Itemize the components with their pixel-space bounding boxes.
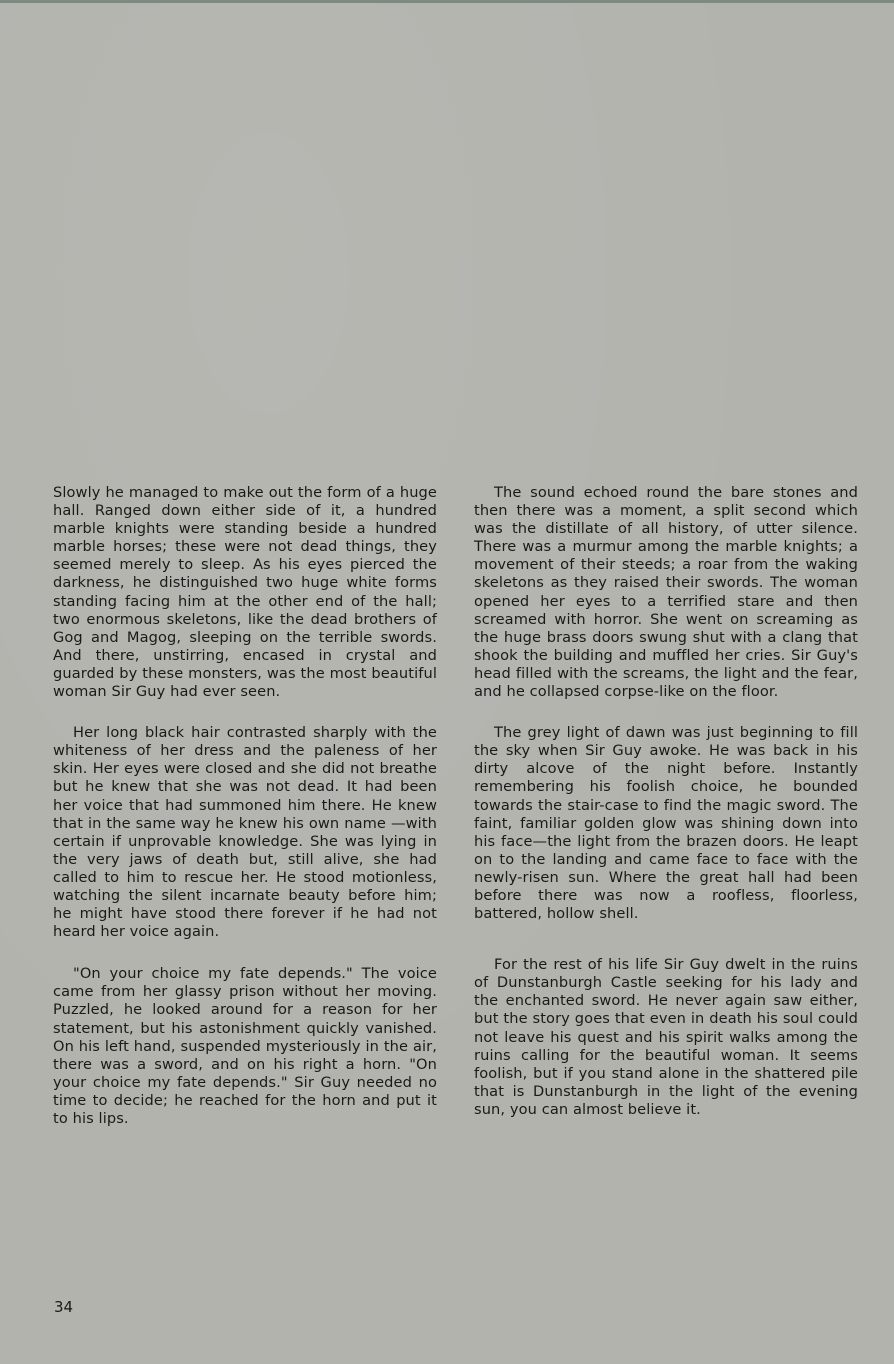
paragraph-rest-of-life: For the rest of his life Sir Guy dwelt in the ruins of Dunstanburgh Castle seeking for his lady and the enchanted sword. He never again saw either, but the story goes that even in death his soul could not leave his quest and his spirit walks among the ruins calling for the beautiful woman. It seems foolish, but if you stand alone in the shattered pile that is Dunstanburgh in the light of the evening sun, you can almost believe it.: [474, 956, 858, 1118]
paragraph-great-hall: Slowly he managed to make out the form of a huge hall. Ranged down either side of it, a hundred marble knights were standing beside a hundred marble horses; these were not dead things, they seemed merely to sleep. As his eyes pierced the darkness, he distinguished two huge white forms standing facing him at the other end of the hall; two enormous skeletons, like the dead brothers of Gog and Magog, sleeping on the terrible swords. And there, unstirring, encased in crystal and guarded by these monsters, was the most beautiful woman Sir Guy had ever seen.: [53, 484, 437, 701]
page-number: 34: [54, 1298, 74, 1316]
left-text-column: [53, 484, 437, 1128]
paragraph-horn-sounds: The sound echoed round the bare stones and then there was a moment, a split second which was the distillate of all history, of utter silence. There was a murmur among the marble knights; a movement of their steeds; a roar from the waking skeletons as they raised their swords. The woman opened her eyes to a terrified stare and then screamed with horror. She went on screaming as the huge brass doors swung shut with a clang that shook the building and muffled her cries. Sir Guy's head filled with the screams, the light and the fear, and he collapsed corpse-like on the floor.: [474, 484, 858, 701]
paragraph-sword-or-horn: "On your choice my fate depends." The voice came from her glassy prison without her moving. Puzzled, he looked around for a reason for her statement, but his astonishment quickly vanished. On his left hand, suspended mysteriously in the air, there was a sword, and on his right a horn. "On your choice my fate depends." Sir Guy needed no time to decide; he reached for the horn and put it to his lips.: [53, 965, 437, 1127]
paragraph-dawn: The grey light of dawn was just beginning to fill the sky when Sir Guy awoke. He was back in his dirty alcove of the night before. Instantly remembering his foolish choice, he bounded towards the stair-case to find the magic sword. The faint, familiar golden glow was shining down into his face—the light from the brazen doors. He leapt on to the landing and came face to face with the newly-risen sun. Where the great hall had been before there was now a roofless, floorless, battered, hollow shell.: [474, 724, 858, 923]
right-text-column: [474, 484, 858, 1119]
paragraph-sleeping-woman: Her long black hair contrasted sharply with the whiteness of her dress and the paleness of her skin. Her eyes were closed and she did not breathe but he knew that she was not dead. It had been her voice that had summoned him there. He knew that in the same way he knew his own name —with certain if unprovable knowledge. She was lying in the very jaws of death but, still alive, she had called to him to rescue her. He stood motionless, watching the silent incarnate beauty before him; he might have stood there forever if he had not heard her voice again.: [53, 724, 437, 941]
page-top-edge: [0, 0, 894, 3]
